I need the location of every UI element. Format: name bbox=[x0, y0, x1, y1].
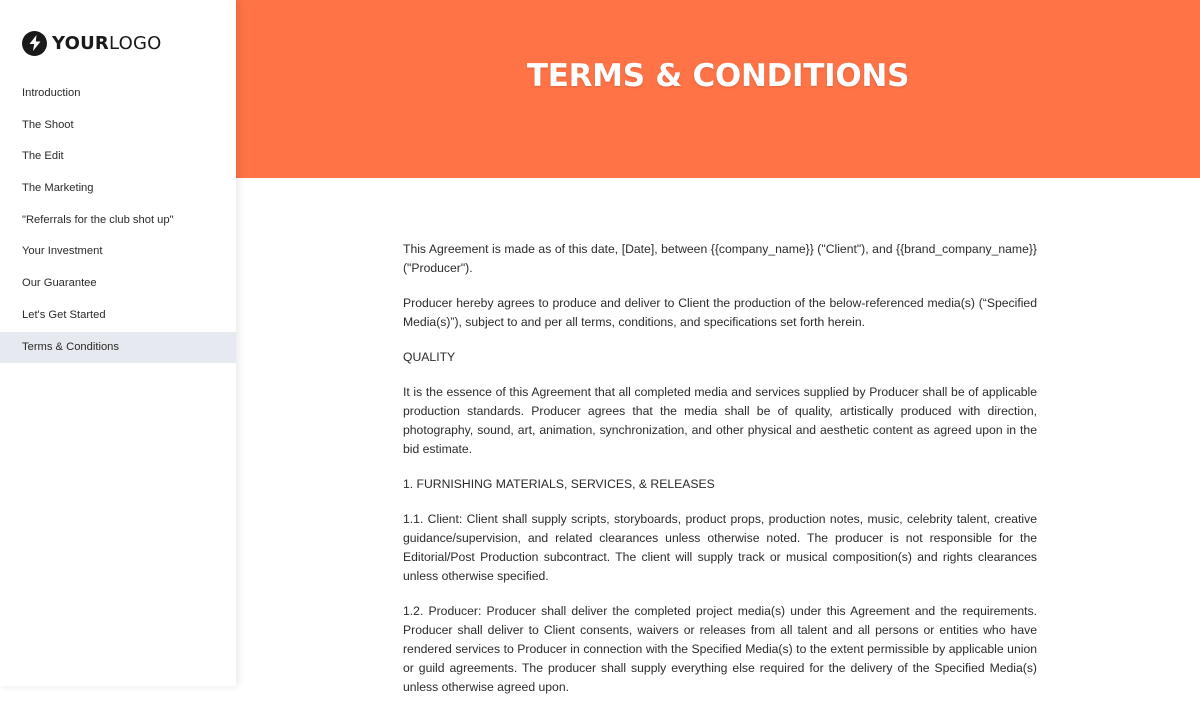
sidebar-item-the-edit[interactable]: The Edit bbox=[22, 150, 64, 163]
page-title: TERMS & CONDITIONS bbox=[526, 58, 910, 94]
sidebar-item-introduction[interactable]: Introduction bbox=[22, 87, 81, 99]
sidebar-item-your-investment[interactable]: Your Investment bbox=[22, 245, 103, 258]
document-body bbox=[403, 240, 1037, 713]
header-banner bbox=[236, 0, 1200, 178]
sidebar-item-our-guarantee[interactable]: Our Guarantee bbox=[22, 277, 97, 290]
paragraph-producer-agrees: Producer hereby agrees to produce and deliver to Client the production of the below-referenced media(s) (“Specified Media(s)”), subject to and per all terms, conditions, and specifications set forth herein. bbox=[403, 296, 1037, 329]
sidebar-item-referrals[interactable]: "Referrals for the club shot up" bbox=[22, 213, 174, 226]
section-heading-furnishing: 1. FURNISHING MATERIALS, SERVICES, & RELEASES bbox=[403, 477, 715, 491]
paragraph-producer-deliver: 1.2. Producer: Producer shall deliver the completed project media(s) under this Agreement and the requirements. Producer shall deliver to Client consents, waivers or releases from all talent and all persons or entities who have rendered services to Producer in connection with the Specified Media(s) to the extent permissible by applicable union or guild agreements. The producer shall supply everything else required for the delivery of the Specified Media(s) unless otherwise agreed upon. bbox=[403, 604, 1037, 694]
sidebar bbox=[0, 0, 236, 686]
logo-text-light: LOGO bbox=[108, 32, 162, 54]
sidebar-item-terms-conditions[interactable]: Terms & Conditions bbox=[0, 332, 236, 364]
paragraph-client-supply: 1.1. Client: Client shall supply scripts, storyboards, product props, production notes, music, celebrity talent, creative guidance/supervision, and related clearances unless otherwise noted. The producer is not responsible for the Editorial/Post Production subcontract. The client will supply track or musical composition(s) and rights clearances unless otherwise specified. bbox=[403, 512, 1037, 583]
sidebar-item-the-shoot[interactable]: The Shoot bbox=[22, 118, 74, 131]
logo-text-bold: YOUR bbox=[52, 32, 109, 54]
logo-text bbox=[52, 33, 161, 54]
paragraph-agreement-intro: This Agreement is made as of this date, [Date], between {{company_name}} ("Client"), and {{brand_company_name}} ("Producer"). bbox=[403, 242, 1037, 275]
sidebar-item-the-marketing[interactable]: The Marketing bbox=[22, 182, 94, 195]
paragraph-quality: It is the essence of this Agreement that all completed media and services supplied by Producer shall be of applicable production standards. Producer agrees that the media shall be of quality, artistically produced with direction, photography, sound, art, animation, synchronization, and other physical and aesthetic content as agreed upon in the bid estimate. bbox=[403, 385, 1037, 456]
sidebar-nav bbox=[0, 78, 236, 363]
logo[interactable] bbox=[22, 30, 161, 56]
sidebar-item-lets-get-started[interactable]: Let's Get Started bbox=[22, 308, 106, 321]
lightning-bolt-icon bbox=[22, 31, 47, 56]
section-heading-quality: QUALITY bbox=[403, 350, 456, 364]
